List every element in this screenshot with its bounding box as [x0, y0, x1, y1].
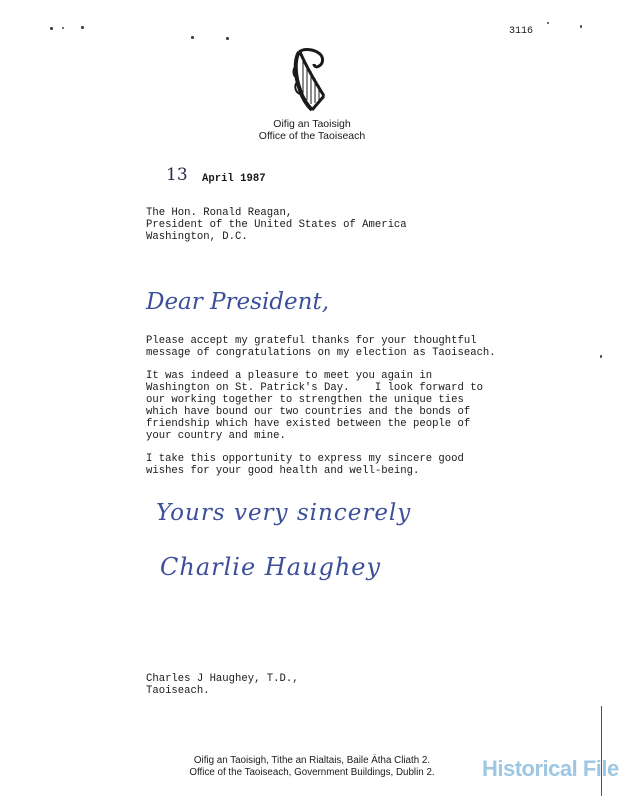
footer-english-address: Office of the Taoiseach, Government Buildings, Dublin 2.: [189, 767, 435, 778]
salutation-handwritten: Dear President,: [146, 289, 330, 315]
date-month-year: April 1987: [202, 173, 266, 185]
date-day-handwritten: 13: [166, 165, 188, 185]
body-p3-line-1: I take this opportunity to express my sincere good: [146, 453, 464, 465]
recipient-line-3: Washington, D.C.: [146, 231, 248, 243]
harp-emblem: [290, 46, 330, 114]
recipient-line-2: President of the United States of America: [146, 219, 407, 231]
signatory-name: Charles J Haughey, T.D.,: [146, 673, 299, 685]
body-p1-line-2: message of congratulations on my election as Taoiseach.: [146, 347, 496, 359]
footer-irish-address: Oifig an Taoisigh, Tithe an Rialtais, Baile Átha Cliath 2.: [193, 755, 431, 766]
historical-file-watermark: Historical File: [482, 756, 619, 781]
body-p1-line-1: Please accept my grateful thanks for your thoughtful: [146, 335, 477, 347]
file-number: 3116: [509, 26, 534, 37]
letterhead-english: Office of the Taoiseach: [258, 130, 366, 142]
body-p3-line-2: wishes for your good health and well-being.: [146, 465, 420, 477]
signature-handwritten: Charlie Haughey: [160, 553, 382, 581]
signatory-title: Taoiseach.: [146, 685, 210, 697]
body-p2-line-6: your country and mine.: [146, 430, 286, 442]
body-p2-line-1: It was indeed a pleasure to meet you again in: [146, 370, 433, 382]
closing-handwritten: Yours very sincerely: [156, 500, 412, 526]
body-p2-line-3: our working together to strengthen the unique ties: [146, 394, 464, 406]
letterhead-irish: Oifig an Taoisigh: [273, 118, 351, 130]
body-p2-line-2: Washington on St. Patrick's Day. I look forward to: [146, 382, 483, 394]
margin-line: [601, 706, 602, 796]
body-p2-line-5: friendship which have existed between the people of: [146, 418, 471, 430]
recipient-line-1: The Hon. Ronald Reagan,: [146, 207, 293, 219]
body-p2-line-4: which have bound our two countries and the bonds of: [146, 406, 471, 418]
